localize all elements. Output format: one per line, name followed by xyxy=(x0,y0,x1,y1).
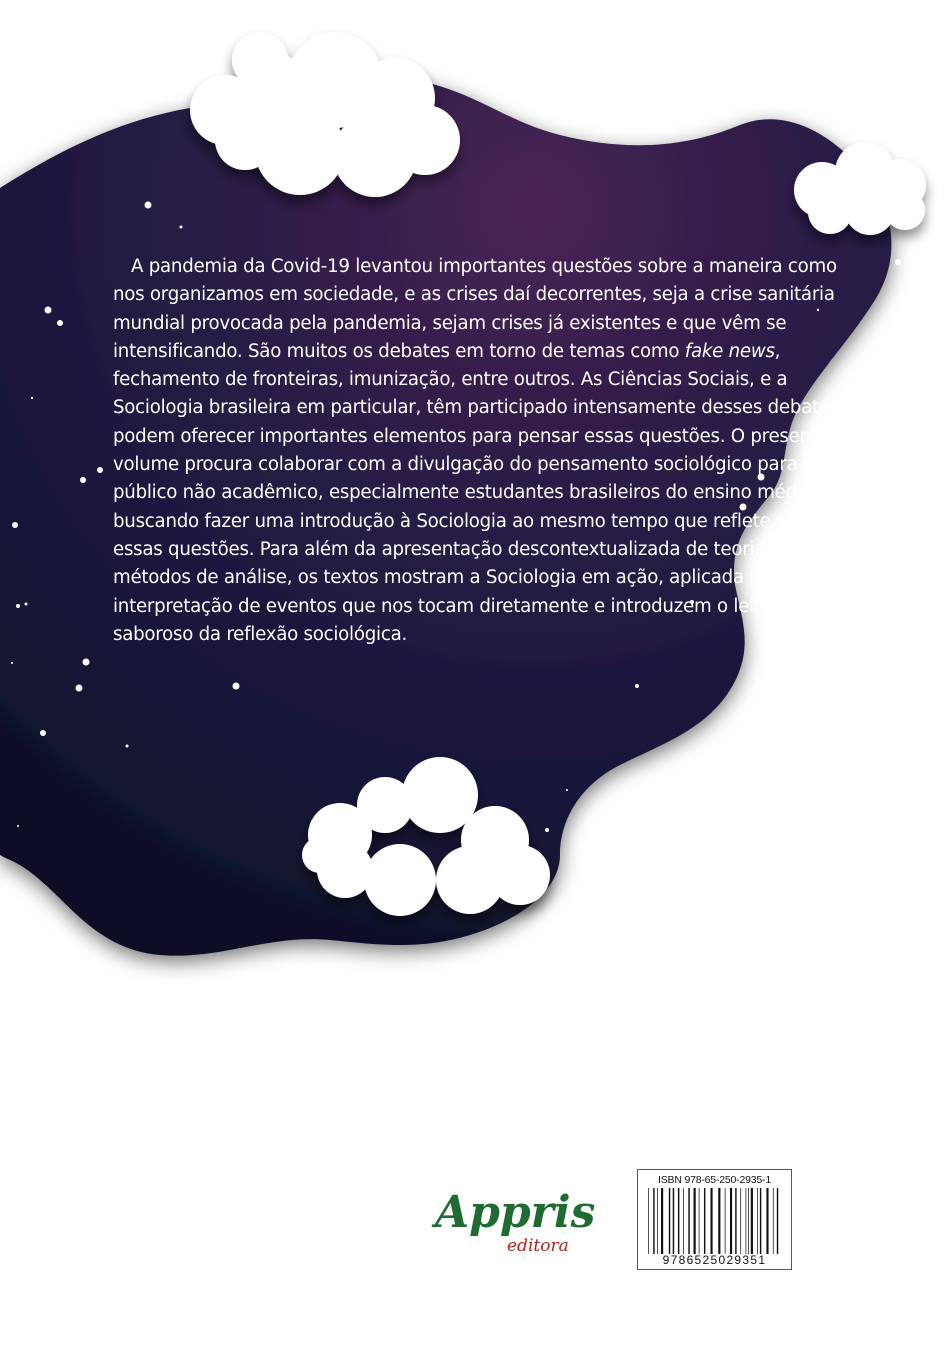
barcode-bar xyxy=(725,1188,726,1254)
barcode-bar xyxy=(653,1188,654,1254)
synopsis-part-2: , fechamento de fronteiras, imunização, entre outros. As Ciências Sociais, e a Sociologia brasileira em particular, têm participado intensamente desses debates e podem oferecer importantes elementos para pensar essas questões. O presente volume procura colaborar com a divulgação do pensamento sociológico para um público não acadêmico, especialmente estudantes brasileiros do ensino médio, buscando fazer uma introdução à Sociologia ao mesmo tempo que reflete sobre essas questões. Para além da apresentação descontextualizada de teorias e métodos de análise, os textos mostram a Sociologia em ação, aplicada na interpretação de eventos que nos tocam diretamente e introduzem o leitor ao lado saboroso da reflexão sociológica. xyxy=(113,340,856,645)
star xyxy=(31,397,33,399)
star xyxy=(635,684,639,688)
star xyxy=(545,828,549,832)
barcode-bar xyxy=(688,1188,689,1254)
star xyxy=(40,730,46,736)
barcode-bar xyxy=(678,1188,679,1254)
star xyxy=(16,604,20,608)
barcode-bar xyxy=(704,1188,705,1254)
star xyxy=(12,522,18,528)
barcode-bar xyxy=(748,1188,749,1254)
star xyxy=(895,259,901,265)
barcode-bar xyxy=(740,1188,741,1254)
star xyxy=(180,226,183,229)
star xyxy=(45,307,52,314)
barcode-bar xyxy=(669,1188,670,1254)
barcode-bar xyxy=(718,1188,720,1254)
star xyxy=(126,745,129,748)
barcode-bar xyxy=(661,1188,663,1254)
synopsis-part-1: A pandemia da Covid-19 levantou importantes questões sobre a maneira como nos organizamos em sociedade, e as crises daí decorrentes, seja a crise sanitária mundial provocada pela pandemia, sejam crises já existentes e que vêm se intensificando. São muitos os debates em torno de temas como xyxy=(113,256,837,362)
star xyxy=(566,789,568,791)
star xyxy=(25,603,28,606)
barcode-bar xyxy=(760,1188,761,1254)
barcode-bar xyxy=(735,1188,736,1254)
barcode-bar xyxy=(777,1188,778,1254)
barcode-bar xyxy=(710,1188,712,1254)
star xyxy=(83,659,90,666)
star xyxy=(17,825,19,827)
star xyxy=(233,683,240,690)
barcode-bar xyxy=(673,1188,674,1254)
barcode-bar xyxy=(757,1188,758,1254)
barcode-bar xyxy=(699,1188,700,1254)
barcode-bar xyxy=(766,1188,768,1254)
isbn-digits: 9786525029351 xyxy=(662,1253,767,1267)
barcode-bar xyxy=(657,1188,658,1254)
isbn-barcode xyxy=(637,1169,792,1270)
barcode-bar xyxy=(683,1188,684,1254)
star xyxy=(76,685,83,692)
barcode-bar xyxy=(730,1188,732,1254)
star xyxy=(97,467,103,473)
synopsis-emphasis: fake news xyxy=(684,340,775,362)
barcode-bar xyxy=(694,1188,696,1254)
barcode-bar xyxy=(751,1188,753,1254)
star xyxy=(11,662,13,664)
star xyxy=(145,202,152,209)
publisher-tagline: editora xyxy=(507,1236,569,1255)
barcode-bar xyxy=(773,1188,774,1254)
star xyxy=(80,477,86,483)
publisher-name: Appris xyxy=(435,1187,596,1238)
star xyxy=(57,320,63,326)
synopsis-text xyxy=(113,253,858,649)
barcode-bars xyxy=(648,1188,782,1254)
publisher-logo xyxy=(425,1175,605,1255)
barcode-bar xyxy=(648,1188,649,1254)
barcode-bar xyxy=(746,1188,747,1254)
isbn-label: ISBN 978-65-250-2935-1 xyxy=(658,1174,771,1186)
